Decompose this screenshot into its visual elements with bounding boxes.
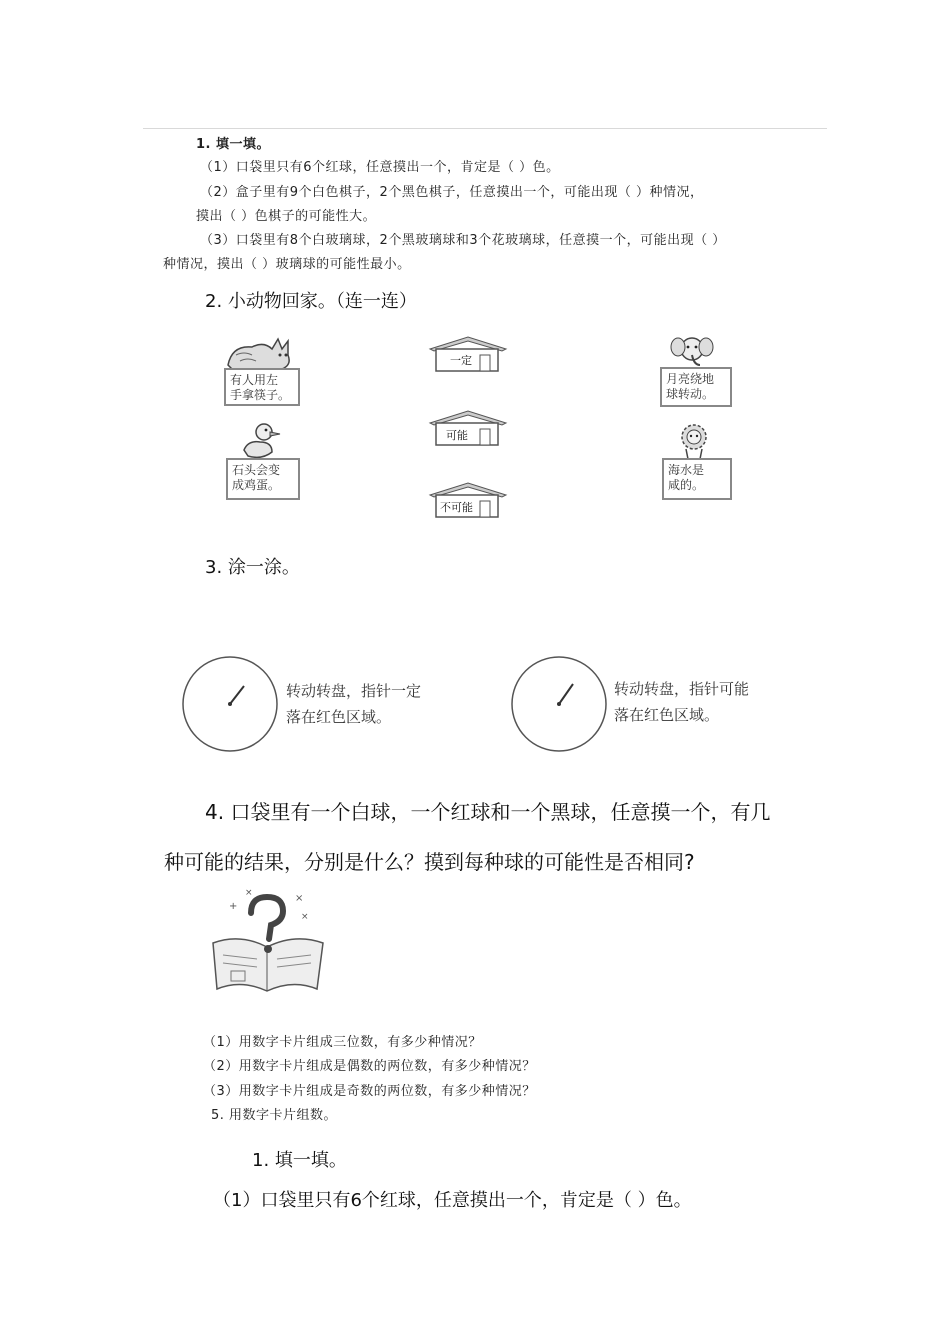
footer-line1: （1）口袋里只有6个红球，任意摸出一个，肯定是（ ）色。: [213, 1190, 692, 1211]
sign-duck-line2: 成鸡蛋。: [232, 478, 281, 492]
house-impossible: [428, 481, 508, 525]
lion-icon: [674, 423, 714, 459]
house-possible: [428, 409, 508, 453]
house-label-possible: 可能: [446, 429, 468, 442]
house-icon: [428, 409, 508, 449]
q4-line1: 4. 口袋里有一个白球，一个红球和一个黑球，任意摸一个，有几: [205, 800, 771, 824]
q5-title: 5. 用数字卡片组数。: [211, 1108, 338, 1123]
q1-line2b: 摸出（ ）色棋子的可能性大。: [196, 209, 377, 224]
svg-text:+: +: [229, 901, 238, 912]
sign-elephant: [660, 367, 732, 407]
q1-line2a: （2）盒子里有9个白色棋子，2个黑色棋子，任意摸出一个，可能出现（ ）种情况，: [200, 185, 704, 200]
sign-lion-line1: 海水是: [668, 463, 705, 477]
sign-lion-line2: 咸的。: [668, 478, 705, 492]
sign-duck-line1: 石头会变: [232, 463, 281, 477]
sign-elephant-line1: 月亮绕地: [666, 372, 715, 386]
sign-cat-line2: 手拿筷子。: [230, 388, 291, 402]
q1-title: 1. 填一填。: [196, 137, 271, 152]
sign-duck: [226, 458, 300, 500]
q4-line2: 种可能的结果，分别是什么？摸到每种球的可能性是否相同?: [164, 850, 695, 874]
spinner-1-text: [286, 678, 421, 730]
sign-cat-line1: 有人用左: [230, 373, 279, 387]
spinner-1-line2: 落在红色区域。: [286, 708, 392, 726]
sign-cat: [224, 368, 300, 406]
house-certain: [428, 335, 508, 379]
duck-icon: [238, 420, 282, 460]
q5-item2: （2）用数字卡片组成是偶数的两位数，有多少种情况？: [203, 1059, 536, 1074]
spinner-2-text: [614, 676, 749, 728]
sign-lion: [662, 458, 732, 500]
q5-item1: （1）用数字卡片组成三位数，有多少种情况？: [203, 1035, 482, 1050]
spinner-2-line2: 落在红色区域。: [614, 706, 720, 724]
q3-title: 3. 涂一涂。: [205, 557, 300, 578]
top-divider: [143, 128, 827, 129]
spinner-1: [180, 654, 280, 754]
spinner-1-line1: 转动转盘，指针一定: [286, 682, 422, 700]
elephant-icon: [670, 333, 716, 369]
spinner-2: [509, 654, 609, 754]
house-label-certain: 一定: [450, 354, 472, 367]
q2-title: 2. 小动物回家。（连一连）: [205, 291, 417, 312]
q1-line3a: （3）口袋里有8个白玻璃球，2个黑玻璃球和3个花玻璃球，任意摸一个，可能出现（ ）: [200, 233, 726, 248]
svg-text:×: ×: [301, 912, 309, 922]
sign-elephant-line2: 球转动。: [666, 387, 715, 401]
q1-line3b: 种情况，摸出（ ）玻璃球的可能性最小。: [163, 257, 411, 272]
cat-icon: [222, 335, 300, 371]
question-book-icon: [205, 885, 330, 995]
house-label-impossible: 不可能: [440, 501, 473, 514]
spinner-2-line1: 转动转盘，指针可能: [614, 680, 750, 698]
footer-title: 1. 填一填。: [252, 1150, 347, 1171]
svg-text:×: ×: [245, 888, 253, 898]
q1-line1: （1）口袋里只有6个红球，任意摸出一个，肯定是（ ）色。: [200, 160, 560, 175]
q5-item3: （3）用数字卡片组成是奇数的两位数，有多少种情况？: [203, 1084, 536, 1099]
svg-text:×: ×: [295, 893, 304, 904]
